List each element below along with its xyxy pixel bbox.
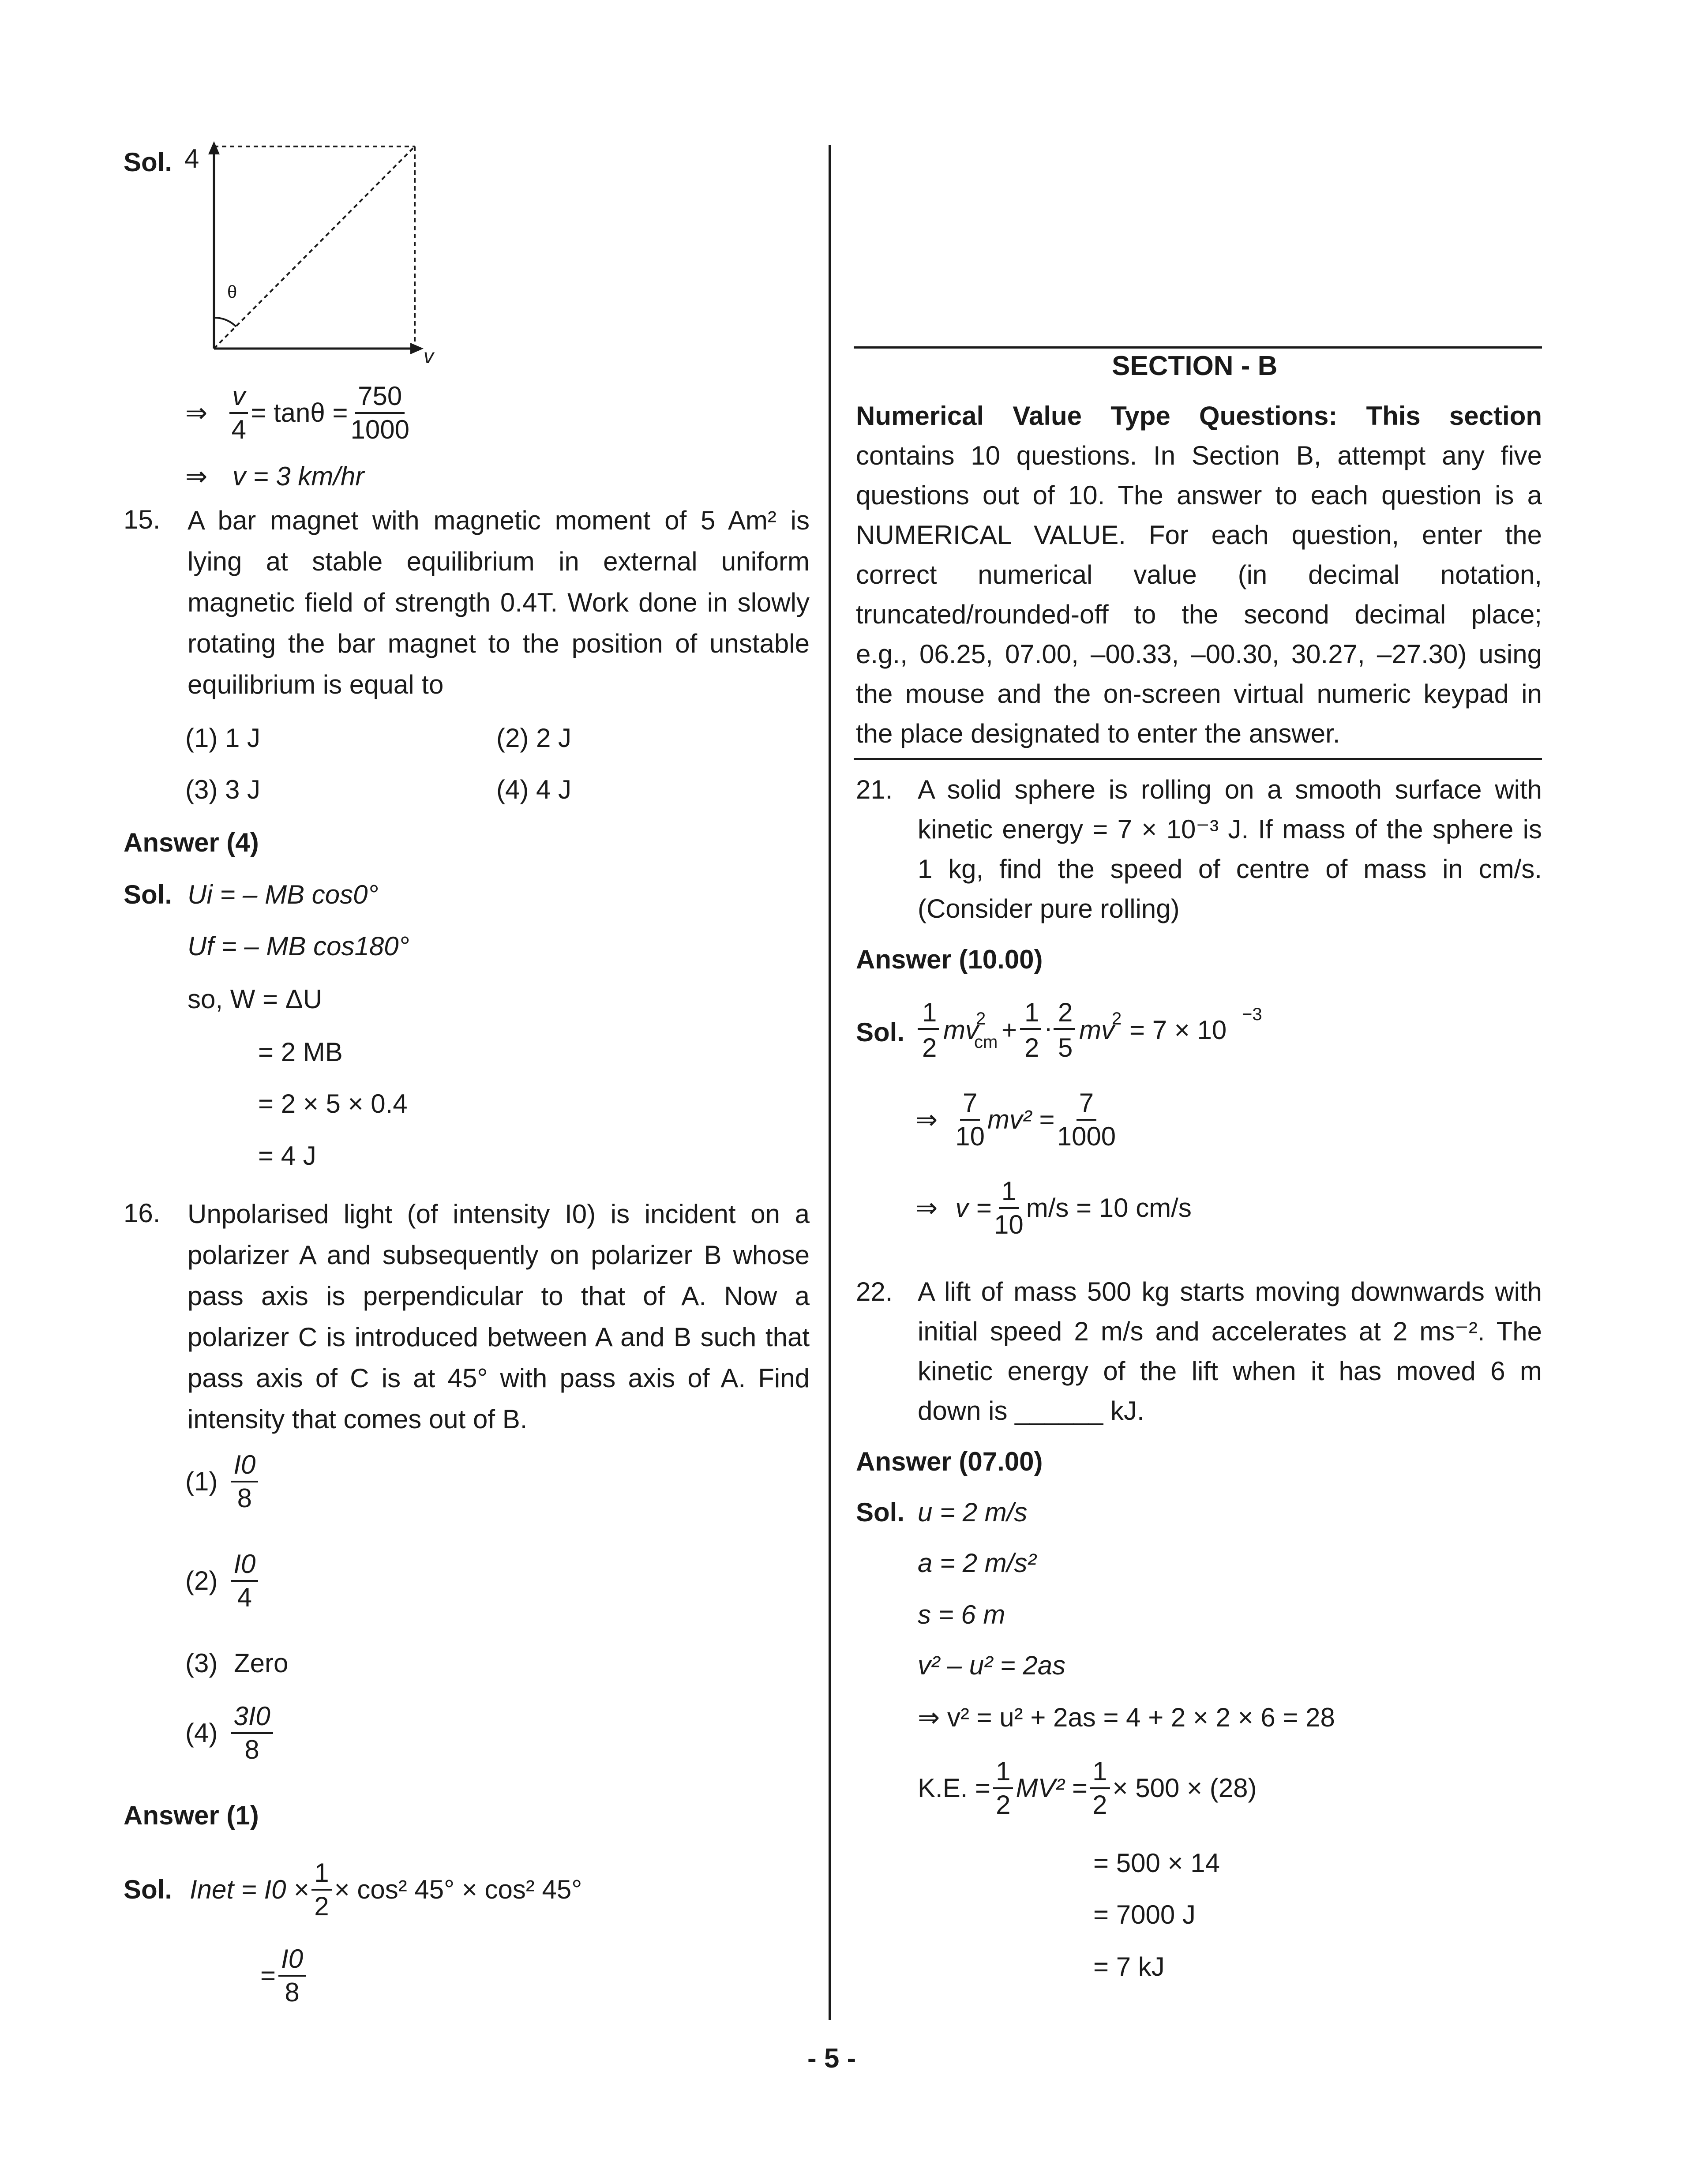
q15-line: magnetic field of strength 0.4T. Work done in slowly — [188, 588, 810, 617]
q16-sol-lhs: Inet = I0 × — [190, 1875, 309, 1904]
q22-ke-mid: MV² = — [1016, 1773, 1088, 1803]
q22-ke-equation — [918, 1758, 1257, 1818]
q14-step1-mid: = tanθ = — [251, 398, 348, 428]
q16-sol2-eq: = — [260, 1961, 276, 1990]
q14-frac-num: v — [229, 383, 248, 414]
q21-question-text — [918, 770, 1542, 929]
q14-step1-arrow: ⇒ — [185, 398, 208, 428]
right-column — [829, 0, 1688, 2184]
q22-ke-fraction-1 — [993, 1758, 1013, 1818]
q15-sol-line-1: Ui = – MB cos0° — [188, 880, 379, 909]
q16-option-4-den: 8 — [244, 1735, 259, 1764]
q22-sol-line-2: a = 2 m/s² — [918, 1548, 1036, 1578]
q14-step2 — [185, 463, 364, 490]
section-b-line: truncated/rounded-off to the second decimal place; — [856, 600, 1542, 629]
q21-sol3-fraction — [994, 1178, 1024, 1238]
section-b-title: SECTION - B — [1112, 351, 1278, 381]
section-top-rule — [854, 346, 1542, 349]
q16-option-1-label: (1) — [185, 1467, 218, 1496]
q14-axis-y-label: 4 — [184, 144, 199, 173]
q22-line: A lift of mass 500 kg starts moving downwards with — [918, 1277, 1542, 1306]
q21-sol2-den1: 10 — [955, 1122, 985, 1151]
q22-ke-rhs: × 500 × (28) — [1112, 1773, 1257, 1803]
q16-sol2-den: 8 — [285, 1978, 300, 2007]
q16-sol-fraction — [311, 1860, 331, 1920]
q16-option-4-label: (4) — [185, 1718, 218, 1748]
svg-text:cm: cm — [974, 1032, 998, 1052]
q22-line: down is ______ kJ. — [918, 1396, 1144, 1426]
q16-sol2-fraction — [278, 1946, 306, 2006]
section-b-line: correct numerical value (in decimal notation, — [856, 560, 1542, 589]
q21-sol2-fraction-2 — [1057, 1090, 1116, 1150]
q16-option-2-fraction — [231, 1551, 258, 1611]
q16-option-2-label: (2) — [185, 1566, 218, 1595]
q16-line: Unpolarised light (of intensity I0) is incident on a — [188, 1199, 810, 1229]
q22-ke-den-1: 2 — [996, 1790, 1011, 1820]
q21-number: 21. — [856, 775, 893, 804]
q14-step2-arrow: ⇒ — [185, 462, 208, 491]
q21-line: kinetic energy = 7 × 10⁻³ J. If mass of the sphere is — [918, 814, 1542, 844]
q14-fraction-750-1000 — [350, 383, 409, 443]
q21-solution-2 — [915, 1090, 1118, 1150]
q15-number: 15. — [124, 505, 161, 534]
q22-ke-line-3: = 7 kJ — [1093, 1952, 1165, 1981]
q16-sol-num: 1 — [311, 1860, 331, 1891]
q16-option-3 — [185, 1650, 288, 1677]
q15-line: rotating the bar magnet to the position of unstable — [188, 629, 810, 658]
q15-sol-line-5: = 2 × 5 × 0.4 — [258, 1089, 408, 1118]
q15-sol-line-6: = 4 J — [258, 1141, 316, 1171]
q14-step1 — [185, 383, 412, 443]
q15-option-2: (2) 2 J — [496, 723, 572, 753]
q16-solution-2 — [260, 1946, 308, 2006]
q14-frac2-den: 1000 — [350, 415, 409, 444]
q21-sol3-arrow: ⇒ — [915, 1193, 938, 1223]
q15-sol-label: Sol. — [124, 880, 173, 909]
q16-option-1 — [185, 1452, 261, 1512]
q16-option-2-num: I0 — [231, 1551, 258, 1582]
svg-text:= 7 × 10: = 7 × 10 — [1129, 1015, 1227, 1045]
q22-ke-line-1: = 500 × 14 — [1093, 1848, 1220, 1878]
q16-option-4 — [185, 1703, 276, 1763]
section-b-line: the place designated to enter the answer. — [856, 719, 1340, 748]
q16-option-1-fraction — [231, 1452, 258, 1512]
q22-sol-line-5: ⇒ v² = u² + 2as = 4 + 2 × 2 × 6 = 28 — [918, 1703, 1335, 1732]
section-bottom-rule — [854, 758, 1542, 760]
q21-sol3-num: 1 — [999, 1178, 1019, 1209]
q21-sol2-num1: 7 — [960, 1090, 980, 1121]
section-b-line: contains 10 questions. In Section B, attempt any five — [856, 441, 1542, 470]
q14-sol-label: Sol. — [124, 147, 173, 177]
q15-option-1: (1) 1 J — [185, 723, 261, 753]
q21-sol2-num2: 7 — [1077, 1090, 1096, 1121]
q15-line: lying at stable equilibrium in external uniform — [188, 547, 810, 576]
svg-text:mv: mv — [943, 1015, 979, 1045]
q15-line: A bar magnet with magnetic moment of 5 Am² is — [188, 506, 810, 535]
q15-sol-line-4: = 2 MB — [258, 1037, 343, 1067]
section-b-line-1: Numerical Value Type Questions: This section — [856, 401, 1542, 431]
q15-sol-line-2: Uf = – MB cos180° — [188, 931, 409, 961]
q16-option-4-num: 3I0 — [231, 1703, 273, 1734]
svg-text:2: 2 — [922, 1033, 937, 1062]
section-b-line: NUMERICAL VALUE. For each question, enter the — [856, 520, 1542, 550]
q22-ke-line-2: = 7000 J — [1093, 1900, 1196, 1929]
section-b-line: e.g., 06.25, 07.00, –00.33, –00.30, 30.27, –27.30) using — [856, 639, 1542, 669]
q16-option-3-text: Zero — [234, 1648, 289, 1678]
q15-option-3: (3) 3 J — [185, 775, 261, 804]
q21-line: 1 kg, find the speed of centre of mass in cm/s. — [918, 854, 1542, 884]
svg-text:·: · — [1044, 1013, 1053, 1043]
q15-sol-line-3: so, W = ΔU — [188, 984, 323, 1014]
q15-question-text — [188, 500, 810, 705]
q21-sol2-den2: 1000 — [1057, 1122, 1116, 1151]
q21-sol2-mid: mv² = — [987, 1105, 1054, 1134]
q22-question-text — [918, 1272, 1542, 1431]
svg-text:5: 5 — [1058, 1033, 1073, 1062]
q14-angle-label: θ — [227, 282, 237, 302]
section-b-line: the mouse and the on-screen virtual numeric keypad in — [856, 679, 1542, 709]
q14-step2-text: v = 3 km/hr — [232, 462, 364, 491]
svg-text:−3: −3 — [1242, 1005, 1262, 1024]
q21-sol2-fraction-1 — [955, 1090, 985, 1150]
q22-sol-label: Sol. — [856, 1497, 905, 1527]
q16-option-1-num: I0 — [231, 1452, 258, 1482]
q16-option-2-den: 4 — [237, 1583, 252, 1612]
svg-text:2: 2 — [976, 1009, 986, 1028]
q22-line: kinetic energy of the lift when it has moved 6 m — [918, 1356, 1542, 1386]
q16-line: intensity that comes out of B. — [188, 1404, 528, 1434]
svg-text:2: 2 — [1024, 1033, 1039, 1062]
q21-energy-equation — [918, 993, 1359, 1077]
q22-sol-line-3: s = 6 m — [918, 1600, 1005, 1629]
q16-sol-label: Sol. — [124, 1875, 173, 1904]
svg-text:2: 2 — [1058, 998, 1073, 1027]
q16-sol-den: 2 — [314, 1891, 329, 1921]
q22-sol-line-4: v² – u² = 2as — [918, 1651, 1066, 1680]
q21-sol3-den: 10 — [994, 1210, 1024, 1239]
q21-line: A solid sphere is rolling on a smooth surface with — [918, 775, 1542, 804]
left-column — [0, 0, 829, 2184]
q21-solution-3 — [915, 1178, 1192, 1238]
q21-sol3-lhs: v = — [955, 1193, 991, 1223]
q21-sol-label: Sol. — [856, 1017, 905, 1047]
section-b-instructions — [856, 396, 1542, 754]
q14-axis-x-label: v — [424, 345, 434, 368]
q14-frac-den: 4 — [231, 415, 246, 444]
q14-frac2-num: 750 — [355, 383, 405, 414]
q22-ke-num-2: 1 — [1090, 1758, 1110, 1789]
q16-line: polarizer A and subsequently on polarizer B whose — [188, 1240, 810, 1270]
q21-answer: Answer (10.00) — [856, 945, 1043, 974]
q21-line: (Consider pure rolling) — [918, 894, 1180, 923]
q16-option-3-label: (3) — [185, 1648, 218, 1678]
q16-line: pass axis of C is at 45° with pass axis of A. Find — [188, 1363, 810, 1393]
section-b-line: questions out of 10. The answer to each question is a — [856, 480, 1542, 510]
q14-fraction-v-4 — [229, 383, 248, 443]
q16-sol2-num: I0 — [278, 1946, 306, 1977]
page-number: - 5 - — [807, 2043, 856, 2074]
q15-line: equilibrium is equal to — [188, 670, 444, 699]
q16-option-2 — [185, 1551, 261, 1611]
q16-number: 16. — [124, 1198, 161, 1228]
q22-line: initial speed 2 m/s and accelerates at 2 ms⁻². The — [918, 1317, 1542, 1346]
velocity-vector-diagram — [194, 137, 441, 375]
q22-sol-line-1: u = 2 m/s — [918, 1497, 1028, 1527]
q21-sol2-arrow: ⇒ — [915, 1105, 938, 1134]
q22-number: 22. — [856, 1277, 893, 1306]
q22-ke-den-2: 2 — [1092, 1790, 1107, 1820]
q16-answer: Answer (1) — [124, 1801, 259, 1830]
q16-sol-rhs: × cos² 45° × cos² 45° — [334, 1875, 582, 1904]
q22-answer: Answer (07.00) — [856, 1447, 1043, 1476]
q16-option-1-den: 8 — [237, 1483, 252, 1513]
q15-option-4: (4) 4 J — [496, 775, 572, 804]
q22-ke-lhs: K.E. = — [918, 1773, 991, 1803]
q15-answer: Answer (4) — [124, 828, 259, 857]
q16-solution-1 — [124, 1860, 582, 1920]
q16-line: pass axis is perpendicular to that of A. Now a — [188, 1281, 810, 1311]
q22-ke-num-1: 1 — [993, 1758, 1013, 1789]
svg-text:1: 1 — [922, 998, 937, 1027]
svg-text:1: 1 — [1024, 998, 1039, 1027]
q21-sol3-rhs: m/s = 10 cm/s — [1026, 1193, 1192, 1223]
q16-question-text — [188, 1193, 810, 1440]
q16-line: polarizer C is introduced between A and B such that — [188, 1322, 810, 1352]
section-b-line — [856, 396, 1542, 436]
svg-text:+: + — [1002, 1015, 1017, 1045]
q16-option-4-fraction — [231, 1703, 273, 1763]
svg-text:mv: mv — [1079, 1015, 1114, 1045]
q22-ke-fraction-2 — [1090, 1758, 1110, 1818]
svg-text:2: 2 — [1112, 1009, 1122, 1028]
